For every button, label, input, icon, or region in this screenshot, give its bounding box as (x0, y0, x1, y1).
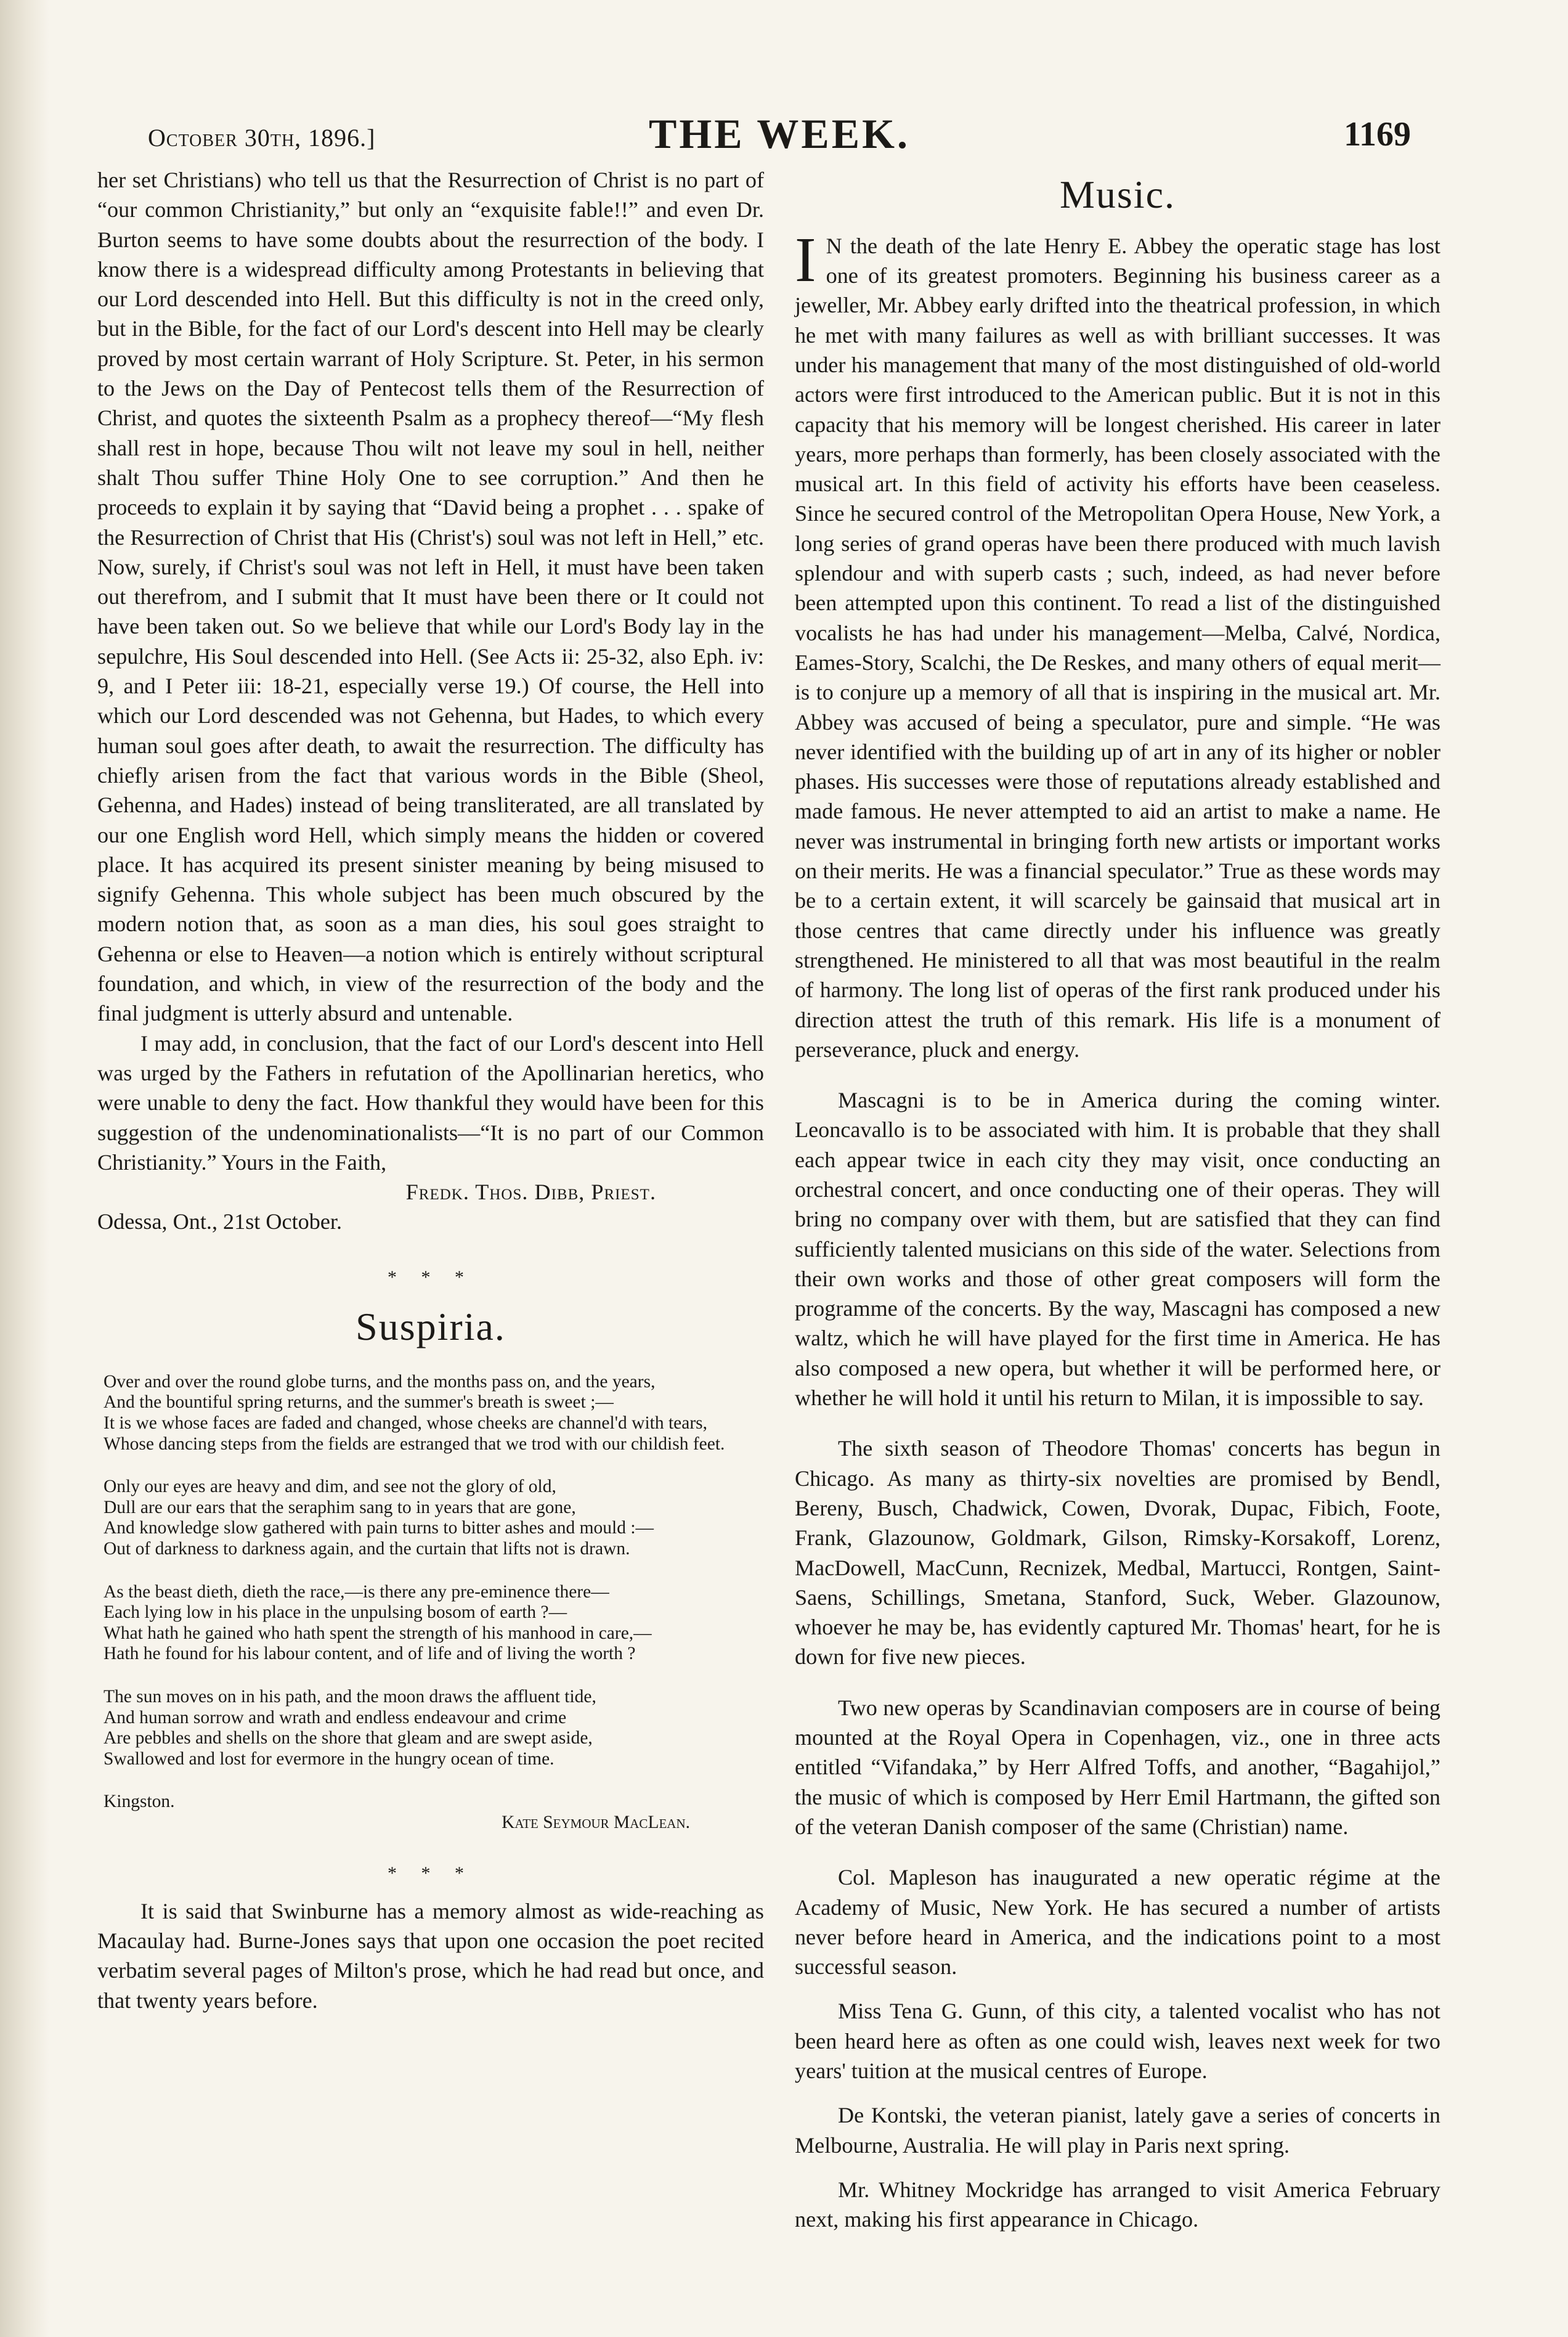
poem-body (104, 1372, 764, 1833)
right-column (795, 171, 1440, 2235)
poem-line: Each lying low in his place in the unpulsing bosom of earth ?— (104, 1602, 567, 1623)
poem-line: Only our eyes are heavy and dim, and see not the glory of old, (104, 1477, 556, 1497)
poem-line: Whose dancing steps from the fields are estranged that we trod with our childish feet. (104, 1434, 725, 1454)
issue-date: October 30th, 1896.] (148, 124, 376, 152)
poem-line: Over and over the round globe turns, and the months pass on, and the years, (104, 1371, 656, 1392)
drop-cap: I (795, 224, 816, 295)
music-section-title: Music. (1060, 173, 1176, 216)
poem-place: Kingston. (104, 1792, 175, 1812)
poem-line: And knowledge slow gathered with pain turns to bitter ashes and mould :— (104, 1518, 654, 1538)
page-number: 1169 (1344, 115, 1411, 153)
poem-line: And human sorrow and wrath and endless endeavour and crime (104, 1707, 567, 1727)
mapleson-paragraph: Col. Mapleson has inaugurated a new operatic régime at the Academy of Music, New York. He has secured a number of artists never before heard in America, and the indications point to a most successful season. (795, 1865, 1440, 1980)
poem-line: The sun moves on in his path, and the moon draws the affluent tide, (104, 1686, 596, 1707)
poem-stanza (104, 1372, 764, 1454)
poem-line: And the bountiful spring returns, and the summer's breath is sweet ;— (104, 1392, 614, 1413)
poem-stanza (104, 1687, 764, 1769)
letter-dateline: Odessa, Ont., 21st October. (97, 1209, 343, 1234)
gunn-paragraph: Miss Tena G. Gunn, of this city, a talented vocalist who has not been heard here as often as one could wish, leaves next week for two years' tuition at the musical centres of Europe. (795, 1999, 1440, 2084)
thomas-concerts-paragraph: The sixth season of Theodore Thomas' concerts has begun in Chicago. As many as thirty-six novelties are promised by Bendl, Bereny, Busch, Chadwick, Cowen, Dvorak, Dupac, Fibich, Foote, Frank, Glazounow, Goldmark, Gilson, Rimsky-Korsakoff, Lorenz, MacDowell, MacCunn, Recnizek, Medbal, Martucci, Rontgen, Saint-Saens, Schillings, Smetana, Stanford, Suck, Weber. Glazounow, whoever he may be, has evidently captured Mr. Thomas' heart, for he is down for five new pieces. (795, 1436, 1440, 1670)
poem-stanza (104, 1582, 764, 1665)
letter-paragraph-2: I may add, in conclusion, that the fact of our Lord's descent into Hell was urged by the Fathers in refutation of the Apollinarian heretics, who were unable to deny the fact. How thankful they would have been for this suggestion of the undenominationalists—“It is no part of our Common Christianity.” Yours in the Faith, (97, 1030, 764, 1175)
swinburne-paragraph: It is said that Swinburne has a memory almost as wide-reaching as Macaulay had. Burne-Jones says that upon one occasion the poet recited verbatim several pages of Milton's prose, which he had read but once, and that twenty years before. (97, 1898, 764, 2013)
poem-line: Out of darkness to darkness again, and the curtain that lifts not is drawn. (104, 1538, 630, 1559)
binding-shadow (0, 0, 49, 2337)
abbey-paragraph (795, 224, 1440, 1064)
running-head (148, 110, 1411, 165)
poem-line: What hath he gained who hath spent the strength of his manhood in care,— (104, 1623, 652, 1643)
poem-line: Swallowed and lost for evermore in the hungry ocean of time. (104, 1748, 554, 1769)
copenhagen-operas-paragraph: Two new operas by Scandinavian composers are in course of being mounted at the Royal Opera in Copenhagen, viz., one in three acts entitled “Vifandaka,” by Herr Alfred Toffs, and another, “Bagahijol,” the music of which is composed by Herr Emil Hartmann, the gifted son of the veteran Danish composer of the same (Christian) name. (795, 1695, 1440, 1839)
mascagni-paragraph: Mascagni is to be in America during the coming winter. Leoncavallo is to be associated with him. It is probable that they shall each appear twice in each city they may visit, once conducting an orchestral concert, and once conducting one of their operas. They will bring no company over with them, but are satisfied that they can find sufficiently talented musicians on this side of the water. Selections from their own works and those of other great composers will form the programme of the concerts. By the way, Mascagni has composed a new waltz, which he will have played for the first time in America. He has also composed a new opera, but whether it will be performed here, or whether he will hold it until his return to Milan, it is impossible to say. (795, 1088, 1440, 1411)
publication-title: THE WEEK. (649, 110, 910, 157)
kontski-paragraph: De Kontski, the veteran pianist, lately gave a series of concerts in Melbourne, Australia. He will play in Paris next spring. (795, 2103, 1440, 2158)
abbey-paragraph-text: N the death of the late Henry E. Abbey the operatic stage has lost one of its greatest promoters. Beginning his business career as a jeweller, Mr. Abbey early drifted into the theatrical profession, in which he met with many failures as well as with brilliant successes. It was under his management that many of the most distinguished of old-world actors were first introduced to the American public. But it is not in this capacity that his memory will be longest cherished. His career in later years, more perhaps than formerly, has been closely associated with the musical art. In this field of activity his efforts have been ceaseless. Since he secured control of the Metropolitan Opera House, New York, a long series of grand operas have been there produced with much lavish splendour and with superb casts ; such, indeed, as had never before been attempted upon this continent. To read a list of the distinguished vocalists he has had under his management—Melba, Calvé, Nordica, Eames-Story, Scalchi, the De Reskes, and many others of equal merit—is to conjure up a memory of all that is inspiring in the musical art. Mr. Abbey was accused of being a speculator, pure and simple. “He was never identified with the building up of art in any of its higher or nobler phases. His successes were those of reputations already established and made famous. He never attempted to aid an artist to make a name. He never was instrumental in bringing forth new artists or important works on their merits. He was a financial speculator.” True as these words may be to a certain extent, it will scarcely be gainsaid that musical art in those centres that came directly under his influence was greatly strengthened. He ministered to all that was most beautiful in the realm of harmony. The long list of operas of the first rank produced under his direction attest the truth of this remark. His life is a monument of perseverance, pluck and energy. (795, 233, 1440, 1062)
section-ornament: * * * (388, 1863, 474, 1884)
poem-line: As the beast dieth, dieth the race,—is there any pre-eminence there— (104, 1581, 609, 1602)
letter-signature: Fredk. Thos. Dibb, Priest. (405, 1180, 656, 1205)
mockridge-paragraph: Mr. Whitney Mockridge has arranged to visit America February next, making his first appearance in Chicago. (795, 2177, 1440, 2232)
poem-line: Are pebbles and shells on the shore that gleam and are swept aside, (104, 1728, 593, 1748)
poem-line: Dull are our ears that the seraphim sang to in years that are gone, (104, 1497, 576, 1517)
poem-stanza (104, 1477, 764, 1559)
poem-line: It is we whose faces are faded and changed, whose cheeks are channel'd with tears, (104, 1413, 708, 1433)
poem-author: Kate Seymour MacLean. (502, 1812, 690, 1832)
letter-paragraph-1: her set Christians) who tell us that the Resurrection of Christ is no part of “our common Christianity,” but only an “exquisite fable!!” and even Dr. Burton seems to have some doubts about the resurrection of the body. I know there is a widespread difficulty among Protestants in believing that our Lord descended into Hell. But this difficulty is not in the creed only, but in the Bible, for the fact of our Lord's descent into Hell may be clearly proved by most certain warrant of Holy Scripture. St. Peter, in his sermon to the Jews on the Day of Pentecost tells them of the Resurrection of Christ, and quotes the sixteenth Psalm as a prophecy thereof—“My flesh shall rest in hope, because Thou wilt not leave my soul in hell, neither shalt Thou suffer Thine Holy One to see corruption.” And then he proceeds to explain it by saying that “David being a prophet . . . spake of the Resurrection of Christ that His (Christ's) soul was not left in Hell,” etc. Now, surely, if Christ's soul was not left in Hell, it must have been taken out therefrom, and I submit that It must have been there or It could not have been taken out. So we believe that while our Lord's Body lay in the sepulchre, His Soul descended into Hell. (See Acts ii: 25-32, also Eph. iv: 9, and I Peter iii: 18-21, especially verse 19.) Of course, the Hell into which our Lord descended was not Gehenna, but Hades, to which every human soul goes after death, to await the resurrection. The difficulty has chiefly arisen from the fact that various words in the Bible (Sheol, Gehenna, and Hades) instead of being transliterated, are all translated by our one English word Hell, which simply means the hidden or covered place. It has acquired its present sinister meaning by being misused to signify Gehenna. This whole subject has been much obscured by the modern notion that, as soon as a man dies, his soul goes straight to Gehenna or else to Heaven—a notion which is entirely without scriptural foundation, and which, in view of the resurrection of the body and the final judgment is utterly absurd and untenable. (97, 168, 764, 1026)
left-column (97, 165, 764, 2015)
section-ornament: * * * (388, 1266, 474, 1287)
poem-title: Suspiria. (355, 1304, 506, 1348)
poem-line: Hath he found for his labour content, and of life and of living the worth ? (104, 1644, 636, 1664)
